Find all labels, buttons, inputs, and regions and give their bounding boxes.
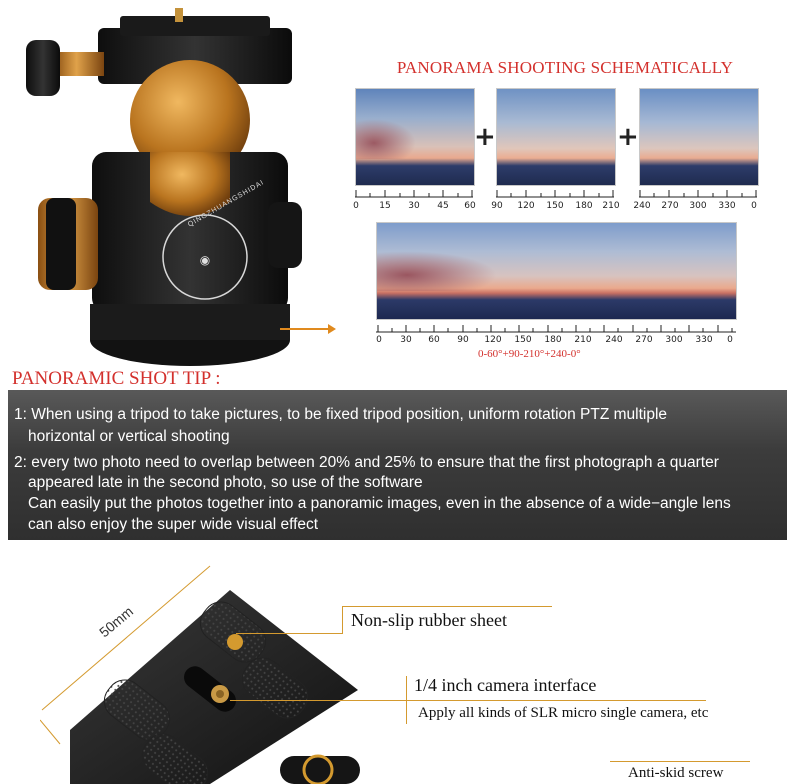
tick-label: 120 [517,201,535,211]
tick-label: 270 [661,201,679,211]
callout-vline-1 [342,606,343,634]
tick-label: 180 [575,201,593,211]
arrow-icon [280,322,336,336]
tick-label: 60 [428,335,440,345]
tip-line-3: 2: every two photo need to overlap between 20% and 25% to ensure that the first photograph a quarter [14,454,719,471]
tick-label: 300 [665,335,683,345]
tip-line-4: appeared late in the second photo, so use of the software [28,474,423,491]
callout-top-line-1 [342,606,552,607]
panorama-photo-3 [639,88,759,186]
tick-label: 330 [718,201,736,211]
callout-line-3 [610,761,750,762]
tick-label: 330 [695,335,713,345]
tick-label: 60 [464,201,476,211]
ball-head-image [10,2,310,374]
plus-sign-2: + [617,122,639,152]
tick-label: 180 [544,335,562,345]
tick-label: 300 [689,201,707,211]
callout-anti-skid-screw: Anti-skid screw [628,765,724,781]
tick-label: 0 [353,201,359,211]
callout-line-1 [236,633,342,634]
tip-line-6: can also enjoy the super wide visual effect [28,516,319,533]
tip-line-5: Can easily put the photos together into a panoramic images, even in the absence of a wide−angle lens [28,495,731,512]
panorama-title: PANORAMA SHOOTING SCHEMATICALLY [396,58,734,77]
tick-label: 150 [546,201,564,211]
tip-line-1: 1: When using a tripod to take pictures, to be fixed tripod position, uniform rotation PTZ multiple [14,406,668,423]
panorama-formula: 0-60°+90-210°+240-0° [478,348,581,360]
scale-ticks-full [376,323,736,333]
tick-label: 0 [727,335,733,345]
panorama-photo-1 [355,88,475,186]
scale-ticks-3 [639,188,757,198]
dimension-label: 50mm [96,602,137,641]
tick-label: 0 [376,335,382,345]
callout-line-2 [230,700,406,701]
tick-label: 90 [491,201,503,211]
panorama-combined-photo [376,222,737,320]
tick-label: 240 [633,201,651,211]
tick-label: 90 [457,335,469,345]
tick-label: 240 [605,335,623,345]
tick-label: 210 [602,201,620,211]
quick-release-plate-image [40,560,370,784]
scale-ticks-1 [355,188,473,198]
tick-label: 270 [635,335,653,345]
callout-camera-interface-sub: Apply all kinds of SLR micro single camera, etc [418,705,709,721]
tick-label: 0 [751,201,757,211]
tip-panel [8,390,787,540]
svg-text:◉: ◉ [199,253,211,267]
tick-label: 120 [484,335,502,345]
callout-rubber-sheet: Non-slip rubber sheet [351,610,507,630]
tick-label: 30 [400,335,412,345]
tip-title: PANORAMIC SHOT TIP : [12,368,221,389]
callout-camera-interface: 1/4 inch camera interface [414,675,597,695]
tick-label: 210 [574,335,592,345]
tip-line-2: horizontal or vertical shooting [28,428,230,445]
tick-label: 15 [379,201,391,211]
tick-label: 45 [437,201,449,211]
tick-label: 150 [514,335,532,345]
plus-sign-1: + [474,122,496,152]
panorama-photo-2 [496,88,616,186]
scale-ticks-2 [496,188,614,198]
tick-label: 30 [408,201,420,211]
callout-mid-line-2 [406,700,706,701]
